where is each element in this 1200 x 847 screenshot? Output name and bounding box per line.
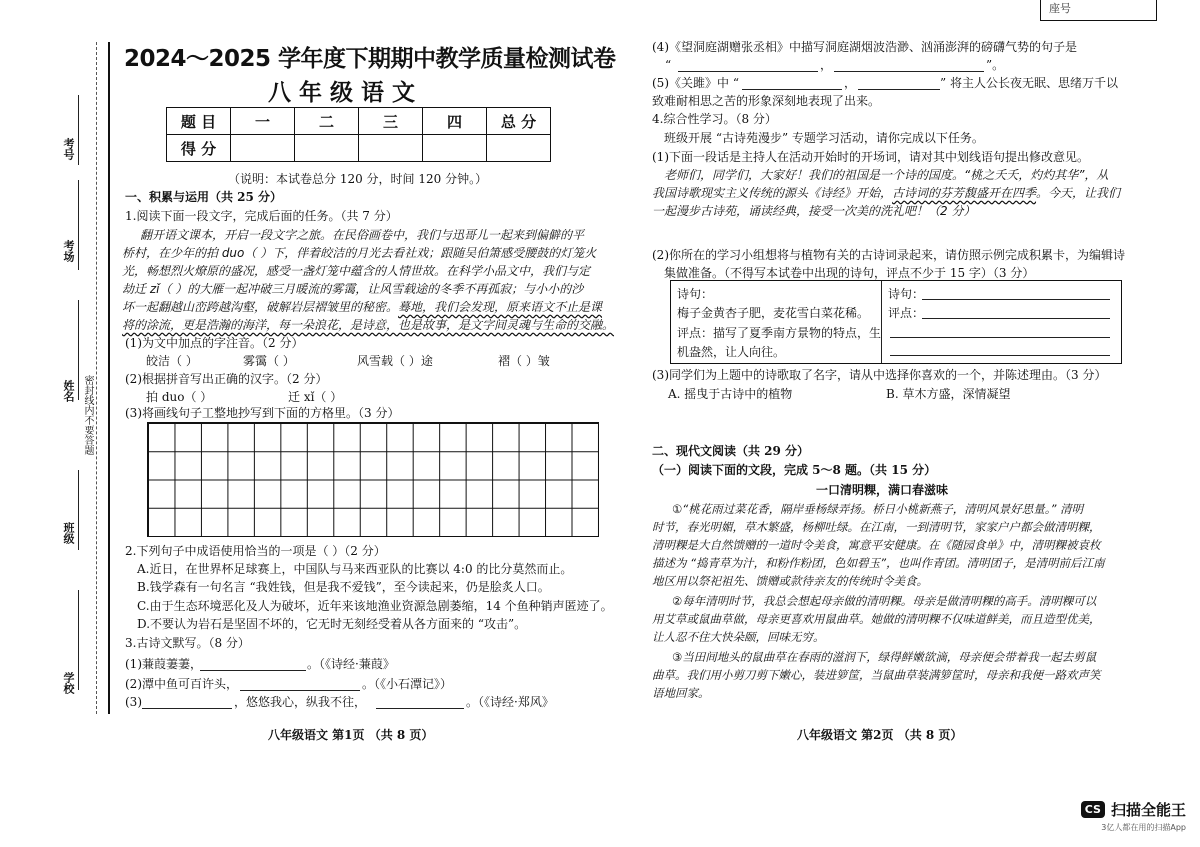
q4-3-option[interactable]: B. 草木方盛，深情凝望 xyxy=(886,387,1011,401)
writing-grid[interactable] xyxy=(147,422,599,537)
side-banji-line xyxy=(78,470,79,550)
q4-intro: 班级开展 “古诗苑漫步” 专题学习活动，请你完成以下任务。 xyxy=(664,131,984,145)
score-header-cell: 三 xyxy=(359,108,423,135)
essay-line: 让人忍不住大快朵颐，回味无穷。 xyxy=(652,630,825,644)
card-left-line: 机盎然，让人向往。 xyxy=(677,345,786,359)
q4-5-blank-1[interactable] xyxy=(742,89,842,90)
q4-1-underlined: 古诗词的芬芳馥盛开在四季 xyxy=(892,186,1037,200)
passage-line: 翻开语文课本，开启一段文字之旅。在民俗画卷中，我们与迅哥儿一起来到偏僻的平 xyxy=(140,228,585,242)
side-xuexiao: 学校 xyxy=(62,672,75,694)
score-label-cell: 得 分 xyxy=(167,135,231,162)
q1-3: (3)将画线句子工整地抄写到下面的方格里。（3 分） xyxy=(125,406,400,420)
q4-1-text xyxy=(652,184,1120,202)
camscanner-logo-icon: CS xyxy=(1081,801,1105,818)
binding-line-dashed xyxy=(96,42,97,714)
side-xingming-line xyxy=(78,300,79,400)
side-banji: 班级 xyxy=(62,522,75,544)
score-table-row xyxy=(167,108,551,135)
corner-label: 座号 xyxy=(1049,2,1071,15)
score-input-cell[interactable] xyxy=(231,135,295,162)
side-notice: 密封线内不要答题 xyxy=(82,375,93,455)
pinyin-item[interactable]: 褶（ ）皱 xyxy=(498,354,550,368)
q4-4: (4)《望洞庭湖赠张丞相》中描写洞庭湖烟波浩渺、汹涌澎湃的磅礴气势的句子是 xyxy=(652,40,1078,54)
q3-1-start: (1)蒹葭萋萋， xyxy=(125,657,202,671)
q4-3-option[interactable]: A. 摇曳于古诗中的植物 xyxy=(668,387,793,401)
q4-2: (2)你所在的学习小组想将与植物有关的古诗词录起来，请仿照示例完成积累卡，为编辑诗 xyxy=(652,248,1126,262)
q4-3: (3)同学们为上题中的诗歌取了名字，请从中选择你喜欢的一个，并陈述理由。（3 分） xyxy=(652,368,1107,382)
q4-heading: 4.综合性学习。（8 分） xyxy=(652,112,777,126)
q4-4-close: ”。 xyxy=(986,58,1005,72)
passage-underlined: 蓦地，我们会发现，原来语文不止是课 xyxy=(398,300,603,314)
section-2-heading: 二、现代文阅读（共 29 分） xyxy=(652,444,810,458)
q4-1-text: 老师们，同学们，大家好！我们的祖国是一个诗的国度。“桃之夭夭，灼灼其华”，从 xyxy=(664,168,1109,182)
corner-box xyxy=(1040,0,1157,21)
q2-option: D.不要认为岩石是坚固不坏的，它无时无刻经受着从各方面来的 “攻击”。 xyxy=(137,617,527,631)
side-kaohao: 考号 xyxy=(62,138,75,160)
passage-line: 桥村，在少年的拍 duo（ ）下，伴着皎洁的月光去看社戏；跟随吴伯箫感受腰鼓的灯笼火 xyxy=(122,246,597,260)
card-left-line: 评点：描写了夏季南方景物的特点，生 xyxy=(677,326,882,340)
q2-heading: 2.下列句子中成语使用恰当的一项是（ ）（2 分） xyxy=(125,544,386,558)
side-kaochang: 考场 xyxy=(62,240,75,262)
essay-line: ③当田间地头的鼠曲草在春雨的滋润下，绿得鲜嫩欲滴，母亲便会带着我一起去剪鼠 xyxy=(672,650,1097,664)
pinyin-item[interactable]: 雾霭（ ） xyxy=(243,354,295,368)
side-kaohao-line xyxy=(78,95,79,165)
q2-option: B.钱学森有一句名言 “我姓钱，但是我不爱钱”，至今读起来，仍是脍炙人口。 xyxy=(137,580,550,594)
q4-1-text: 一起漫步古诗苑，诵读经典，接受一次美的洗礼吧！（2 分） xyxy=(652,204,976,218)
exam-subtitle: 八 年 级 语 文 xyxy=(268,80,416,106)
passage-text: 坏一起翻越山峦跨越沟壑，破解岩层褶皱里的秘密。 xyxy=(122,300,399,314)
q4-1-text-part: 我国诗歌现实主义传统的源头《诗经》开始， xyxy=(652,186,893,200)
pinyin-item[interactable]: 风雪载（ ）途 xyxy=(357,354,433,368)
exam-note: （说明：本试卷总分 120 分，时间 120 分钟。） xyxy=(228,172,488,186)
card-right-label: 评点： xyxy=(888,306,925,320)
passage-line: 劫迁 zǐ（ ）的大雁一起冲破三月暖流的雾霭，让风雪载途的冬季不再孤寂；与小小的沙 xyxy=(122,282,584,296)
card-answer-line[interactable] xyxy=(922,299,1110,300)
section-1-heading: 一、积累与运用（共 25 分） xyxy=(125,190,283,204)
score-table xyxy=(166,107,551,162)
score-input-cell[interactable] xyxy=(295,135,359,162)
essay-line: 用艾草或鼠曲草做，母亲更喜欢用鼠曲草。她做的清明粿不仅味道鲜美，而且造型优美， xyxy=(652,612,1101,626)
score-input-cell[interactable] xyxy=(423,135,487,162)
q4-4-blank-2[interactable] xyxy=(834,71,984,72)
passage-line: 光，畅想烈火燎原的盛况，感受一盏灯笼中蕴含的人情世故。在科学小品文中，我们与定 xyxy=(122,264,591,278)
score-header-cell: 四 xyxy=(423,108,487,135)
side-xuexiao-line xyxy=(78,590,79,690)
q1-1: (1)为文中加点的字注音。（2 分） xyxy=(125,336,304,350)
card-divider xyxy=(881,281,882,363)
page-2-footer: 八年级语文 第2页 （共 8 页） xyxy=(797,728,963,742)
essay-line: ②每年清明时节，我总会想起母亲做的清明粿。母亲是做清明粿的高手。清明粿可以 xyxy=(672,594,1097,608)
q3-1-blank[interactable] xyxy=(200,670,306,671)
scanner-watermark xyxy=(1081,799,1186,833)
essay-line: ①“桃花雨过菜花香，隔岸垂杨绿弄扬。桥日小桃新燕子，清明风景好思量。” 清明 xyxy=(672,502,1084,516)
q3-3-mid: ，悠悠我心，纵我不往， xyxy=(234,695,367,709)
q4-4-open: “ xyxy=(665,58,672,72)
score-input-cell[interactable] xyxy=(359,135,423,162)
essay-title: 一口清明粿，满口春滋味 xyxy=(816,483,949,497)
card-answer-line[interactable] xyxy=(922,318,1110,319)
card-left-line: 诗句： xyxy=(677,287,714,301)
essay-line: 描述为 “捣青草为汁，和粉作粉团，色如碧玉”，也叫作青团。清明团子，是清明前后江南 xyxy=(652,556,1105,570)
score-header-cell: 二 xyxy=(295,108,359,135)
q4-5-start: (5)《关雎》中 “ xyxy=(652,76,739,90)
q4-4-comma: ， xyxy=(820,58,833,72)
q4-1-text-part: 。今天，让我们 xyxy=(1036,186,1121,200)
q1-heading: 1.阅读下面一段文字，完成后面的任务。（共 7 分） xyxy=(125,209,398,223)
q4-5-cont: 致难耐相思之苦的形象深刻地表现了出来。 xyxy=(652,94,881,108)
binding-line-outer xyxy=(108,42,110,714)
score-header-cell: 一 xyxy=(231,108,295,135)
hanzi-item[interactable]: 拍 duo（ ） xyxy=(146,390,213,404)
score-input-cell[interactable] xyxy=(487,135,551,162)
score-header-cell: 题 目 xyxy=(167,108,231,135)
q2-option: C.由于生态环境恶化及人为破坏，近年来该地渔业资源急剧萎缩，14 个鱼种销声匿迹了。 xyxy=(137,599,613,613)
page-1-footer: 八年级语文 第1页 （共 8 页） xyxy=(268,728,434,742)
score-header-cell: 总 分 xyxy=(487,108,551,135)
q2-option: A.近日，在世界杯足球赛上，中国队与马来西亚队的比赛以 4:0 的比分莫然而止。 xyxy=(137,562,573,576)
passage-line xyxy=(122,298,602,316)
exam-title: 2024～2025 学年度下期期中教学质量检测试卷 xyxy=(124,46,616,72)
card-answer-line[interactable] xyxy=(890,337,1110,338)
essay-line: 时节，春光明媚，草木繁盛，杨柳吐绿。在江南，一到清明节，家家户户都会做清明粿， xyxy=(652,520,1101,534)
q4-5-comma: ， xyxy=(844,76,857,90)
q1-2: (2)根据拼音写出正确的汉字。（2 分） xyxy=(125,372,328,386)
passage-underlined-line: 将的涂流，更是浩瀚的海洋，每一朵浪花，是诗意，也是故事，是文字间灵魂与生命的交融。 xyxy=(122,318,615,332)
watermark-tagline: 3亿人都在用的扫描App xyxy=(1101,823,1186,832)
part-1-heading: （一）阅读下面的文段，完成 5～8 题。（共 15 分） xyxy=(652,463,937,477)
essay-line: 曲草。我们用小剪刀剪下嫩心，装进箩筐，当鼠曲草装满箩筐时，母亲和我便一路欢声笑 xyxy=(652,668,1101,682)
side-xingming: 姓名 xyxy=(62,380,75,402)
q3-3-start: (3) xyxy=(125,695,142,709)
card-answer-line[interactable] xyxy=(890,355,1110,356)
q3-3-blank-1[interactable] xyxy=(142,708,232,709)
q4-5-end: ” 将主人公长夜无眠、思绪万千以 xyxy=(940,76,1118,90)
essay-line: 语地回家。 xyxy=(652,686,710,700)
q4-4-blank-1[interactable] xyxy=(678,71,818,72)
card-left-line: 梅子金黄杏子肥，麦花雪白菜花稀。 xyxy=(677,306,870,320)
q4-1: (1)下面一段话是主持人在活动开始时的开场词，请对其中划线语句提出修改意见。 xyxy=(652,150,1090,164)
hanzi-item[interactable]: 迁 xǐ（ ） xyxy=(288,390,343,404)
watermark-name: 扫描全能王 xyxy=(1110,801,1186,819)
card-right-label: 诗句： xyxy=(888,287,925,301)
side-kaochang-line xyxy=(78,180,79,270)
q3-2-end: 。（《小石潭记》） xyxy=(362,677,453,691)
q3-heading: 3.古诗文默写。（8 分） xyxy=(125,636,250,650)
q4-2-cont: 集做准备。（不得写本试卷中出现的诗句，评点不少于 15 字）（3 分） xyxy=(664,266,1035,280)
pinyin-item[interactable]: 皎洁（ ） xyxy=(146,354,198,368)
q3-3-end: 。（《诗经·郑风》 xyxy=(466,695,554,709)
score-table-row xyxy=(167,135,551,162)
q4-5-blank-2[interactable] xyxy=(858,89,940,90)
q3-2-start: (2)潭中鱼可百许头， xyxy=(125,677,238,691)
essay-line: 地区用以祭祀祖先、馈赠或款待亲友的传统时令美食。 xyxy=(652,574,928,588)
q3-2-blank[interactable] xyxy=(240,690,360,691)
q3-1-end: 。（《诗经·蒹葭》 xyxy=(307,657,395,671)
essay-line: 清明粿是大自然馈赠的一道时令美食，寓意平安健康。在《随园食单》中，清明粿被袁枚 xyxy=(652,538,1101,552)
q3-3-blank-2[interactable] xyxy=(376,708,464,709)
